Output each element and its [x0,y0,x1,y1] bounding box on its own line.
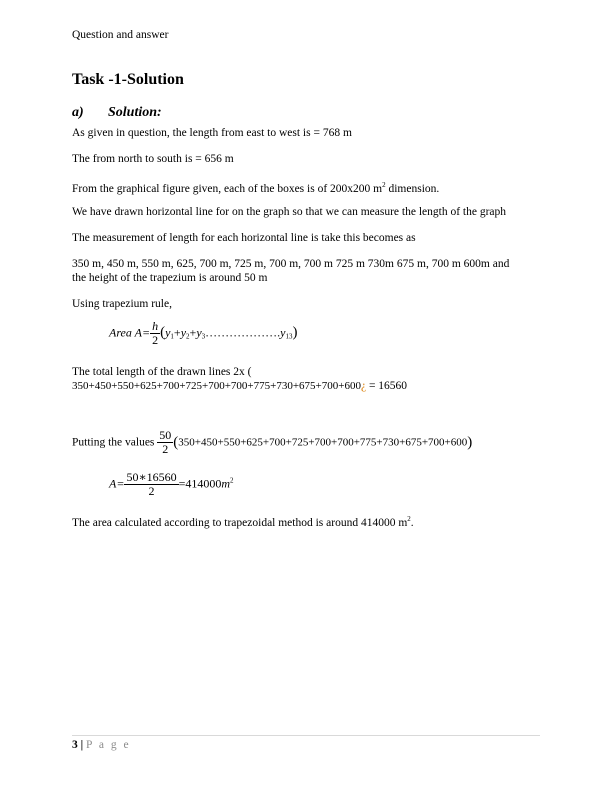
formula3-unit-superscript: 2 [230,476,234,485]
formula2-fraction [157,429,173,456]
paragraph-total-length-line1: The total length of the drawn lines 2x ( [72,366,252,378]
formula1-y1-sub: 1 [170,332,174,341]
paragraph-lengths-line1: 350 m, 450 m, 550 m, 625, 700 m, 725 m, 700 m, 700 m 725 m 730m 675 m, 700 m 600m and [72,258,510,270]
formula1-fraction [150,320,160,347]
page-header: Question and answer [72,29,169,41]
formula3-lhs: A= [109,476,125,491]
formula1-y2-sub: 2 [186,332,190,341]
formula1-y3-sub: 3 [201,332,206,341]
footer-page-number: 3 [72,739,78,751]
subheading-letter: a) [72,105,84,120]
formula1-y2: y [180,325,187,340]
formula-area-trapezium [109,320,297,347]
paragraph-area-conclusion [72,512,414,530]
formula2-close-paren: ) [467,434,473,451]
page-footer [72,739,131,751]
solution-subheading [72,105,162,121]
conclusion-suffix: . [410,517,414,529]
formula1-plus2: + [189,325,197,340]
formula1-denominator: 2 [152,333,159,347]
paragraph-north-south: The from north to south is = 656 m [72,153,234,165]
formula3-value: 414000 [185,476,222,491]
formula1-y13: y [280,325,286,340]
formula1-y3: y [196,325,202,340]
paragraph-lengths-line2: the height of the trapezium is around 50 m [72,272,268,284]
formula3-unit: m [221,476,231,491]
paragraph-trapezium-rule: Using trapezium rule, [72,298,172,310]
paragraph-measurement: The measurement of length for each horizontal line is take this becomes as [72,232,416,244]
formula2-body: 350+450+550+625+700+725+700+700+775+730+675+700+600 [178,436,468,449]
formula1-y1: y [165,325,171,340]
paragraph-horizontal-lines: We have drawn horizontal line for on the graph so that we can measure the length of the graph [72,206,507,218]
formula1-open-paren: ( [160,324,166,341]
total-length-result: = 16560 [366,380,408,392]
footer-separator: | [77,739,87,751]
paragraph-east-west: As given in question, the length from east to west is = 768 m [72,127,352,139]
footer-divider [72,735,540,736]
total-length-sum: 350+450+550+625+700+725+700+700+775+730+675+700+600 [72,380,361,392]
formula2-denominator: 2 [162,442,169,456]
formula3-denominator: 2 [148,484,155,498]
task-title: Task -1-Solution [72,71,184,88]
formula1-close-paren: ) [292,324,298,341]
footer-page-label: P a g e [86,739,131,751]
box-dimension-text: From the graphical figure given, each of the boxes is of 200x200 m [72,183,383,195]
paragraph-box-dimension [72,178,439,196]
formula-area-result [109,471,234,498]
paragraph-putting-values [72,429,472,456]
formula1-y13-sub: 13 [285,332,293,341]
formula3-fraction [124,471,178,498]
formula1-dots: ………………. [205,325,281,340]
formula1-plus1: + [173,325,181,340]
box-dimension-suffix: dimension. [385,183,440,195]
box-dimension-superscript: 2 [382,181,386,189]
paragraph-total-length-line2 [72,379,407,393]
formula2-open-paren: ( [173,434,179,451]
total-length-marker: ¿ [360,380,367,392]
formula1-numerator: h [152,319,159,333]
formula2-numerator: 50 [159,428,172,442]
conclusion-text: The area calculated according to trapezoidal method is around 414000 m [72,517,408,529]
subheading-text: Solution: [108,105,162,120]
conclusion-superscript: 2 [407,515,411,523]
putting-values-label: Putting the values [72,436,158,449]
formula1-lhs: Area A= [109,325,151,340]
formula3-equals: = [178,476,186,491]
formula3-numerator: 50∗16560 [126,470,177,484]
